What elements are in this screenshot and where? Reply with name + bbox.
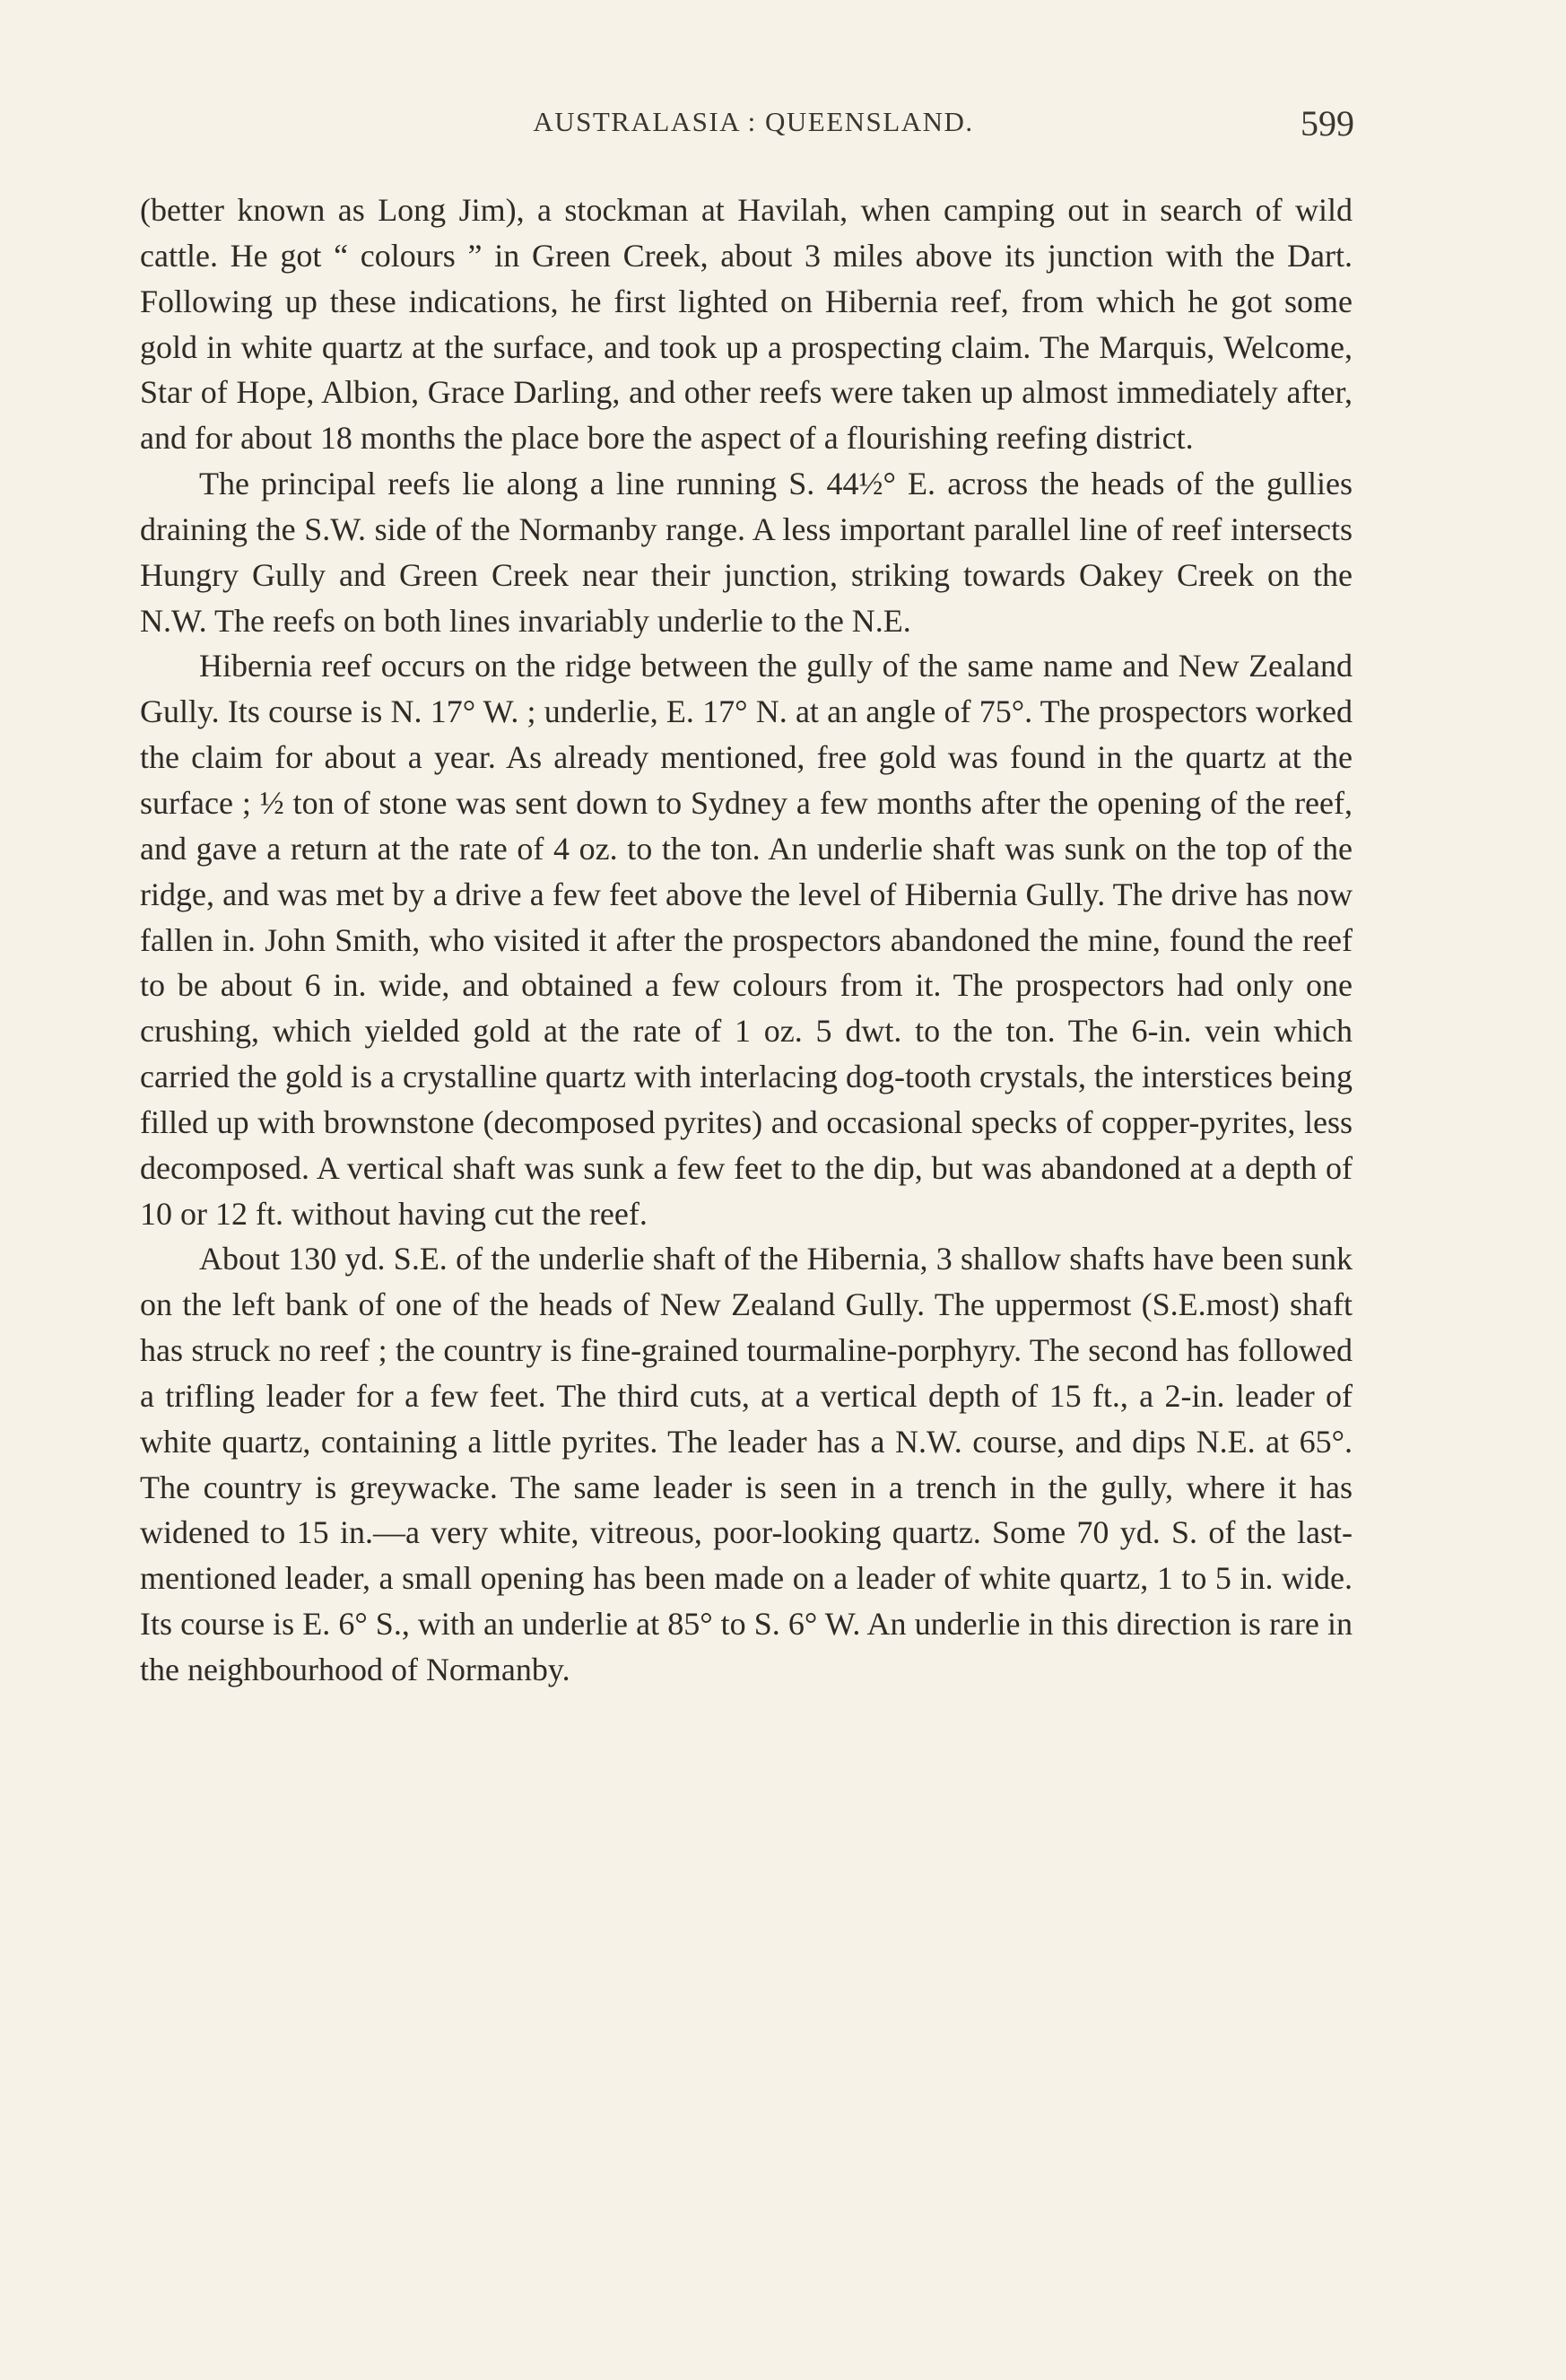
paragraph-shallow-shafts: About 130 yd. S.E. of the underlie shaft of the Hibernia, 3 shallow shafts have been sunk on the left bank of one of the heads of New Zealand Gully. The uppermost (S.E.most) shaft has struck no reef ; the country is fine-grained tourmaline-porphyry. The second has followed a trifling leader for a few feet. The third cuts, at a vertical depth of 15 ft., a 2-in. leader of white quartz, containing a little pyrites. The leader has a N.W. course, and dips N.E. at 65°. The country is greywacke. The same leader is seen in a trench in the gully, where it has widened to 15 in.—a very white, vitreous, poor-looking quartz. Some 70 yd. S. of the last-mentioned leader, a small opening has been made on a leader of white quartz, 1 to 5 in. wide. Its course is E. 6° S., with an underlie at 85° to S. 6° W. An underlie in this direction is rare in the neighbourhood of Normanby. [140, 1241, 1353, 1687]
paragraph-hibernia-reef: Hibernia reef occurs on the ridge between the gully of the same name and New Zealand Gully. Its course is N. 17° W. ; underlie, E. 17° N. at an angle of 75°. The prospectors worked the claim for about a year. As already mentioned, free gold was found in the quartz at the surface ; ½ ton of stone was sent down to Sydney a few months after the opening of the reef, and gave a return at the rate of 4 oz. to the ton. An underlie shaft was sunk on the top of the ridge, and was met by a drive a few feet above the level of Hibernia Gully. The drive has now fallen in. John Smith, who visited it after the prospectors abandoned the mine, found the reef to be about 6 in. wide, and obtained a few colours from it. The prospectors had only one crushing, which yielded gold at the rate of 1 oz. 5 dwt. to the ton. The 6-in. vein which carried the gold is a crystalline quartz with interlacing dog-tooth crystals, the interstices being filled up with brownstone (decomposed pyrites) and occasional specks of copper-pyrites, less decomposed. A vertical shaft was sunk a few feet to the dip, but was abandoned at a depth of 10 or 12 ft. without having cut the reef. [140, 648, 1353, 1232]
page-number: 599 [1301, 103, 1354, 144]
paragraph-principal-reefs: The principal reefs lie along a line running S. 44½° E. across the heads of the gullies draining the S.W. side of the Normanby range. A less important parallel line of reef intersects Hungry Gully and Green Creek near their junction, striking towards Oakey Creek on the N.W. The reefs on both lines invariably underlie to the N.E. [140, 466, 1353, 639]
body-text [140, 187, 1353, 1693]
running-head [0, 103, 1566, 160]
paragraph-long-jim: (better known as Long Jim), a stockman at Havilah, when camping out in search of wild cattle. He got “ colours ” in Green Creek, about 3 miles above its junction with the Dart. Following up these indications, he first lighted on Hibernia reef, from which he got some gold in white quartz at the surface, and took up a prospecting claim. The Marquis, Welcome, Star of Hope, Albion, Grace Darling, and other reefs were taken up almost immediately after, and for about 18 months the place bore the aspect of a flourishing reefing district. [140, 192, 1353, 457]
running-head-title: AUSTRALASIA : QUEENSLAND. [533, 106, 974, 137]
